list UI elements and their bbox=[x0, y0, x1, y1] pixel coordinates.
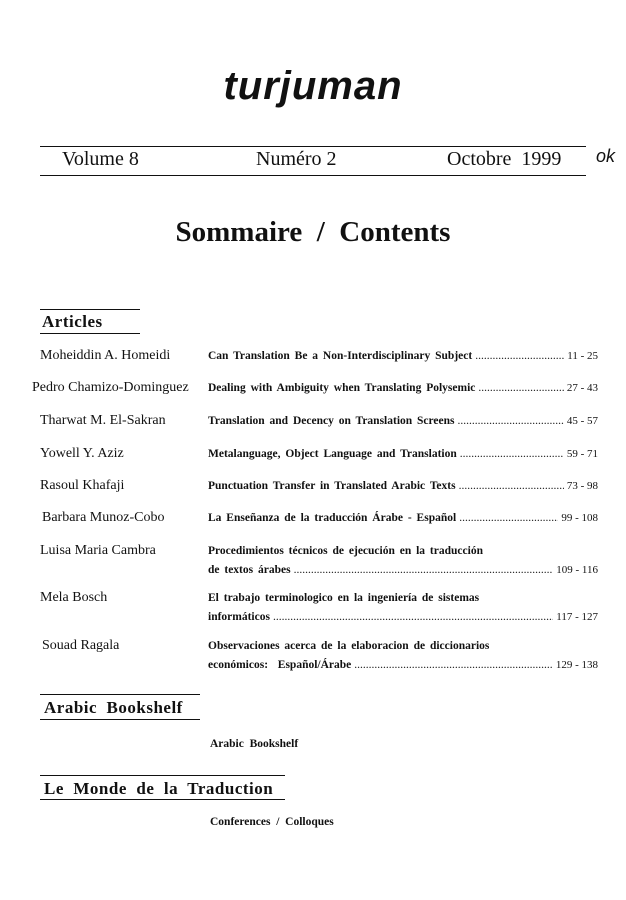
leader-dots bbox=[273, 608, 553, 627]
article-pages: 129 - 138 bbox=[555, 659, 598, 671]
article-pages: 27 - 43 bbox=[566, 382, 598, 394]
article-pages: 109 - 116 bbox=[556, 564, 598, 576]
article-title-line: El trabajo terminologico en la ingeniería de sistemas bbox=[208, 592, 480, 604]
article-title-line: La Enseñanza de la traducción Árabe - Español bbox=[208, 512, 457, 524]
article-entry bbox=[208, 477, 598, 496]
article-title-line: de textos árabes bbox=[208, 564, 291, 576]
article-author: Souad Ragala bbox=[42, 638, 120, 653]
articles-rule-bottom bbox=[40, 333, 140, 334]
article-pages: 99 - 108 bbox=[561, 512, 598, 524]
article-author: Rasoul Khafaji bbox=[40, 478, 125, 493]
article-pages: 59 - 71 bbox=[566, 448, 598, 460]
article-title-line: Translation and Decency on Translation Screens bbox=[208, 415, 455, 427]
volume-label: Volume 8 bbox=[62, 148, 139, 170]
article-author: Yowell Y. Aziz bbox=[40, 446, 124, 461]
article-author: Mela Bosch bbox=[40, 590, 108, 605]
monde-entry: Conferences / Colloques bbox=[210, 816, 334, 828]
article-author: Tharwat M. El-Sakran bbox=[40, 413, 166, 428]
leader-dots bbox=[475, 347, 564, 366]
articles-heading: Articles bbox=[42, 312, 103, 331]
bookshelf-rule-top bbox=[40, 694, 200, 695]
contents-title: Sommaire / Contents bbox=[175, 216, 451, 248]
article-title-line: Punctuation Transfer in Translated Arabic Texts bbox=[208, 480, 456, 492]
issue-number: Numéro 2 bbox=[256, 148, 337, 170]
issue-date: Octobre 1999 bbox=[447, 148, 562, 170]
article-entry bbox=[208, 589, 598, 627]
article-entry bbox=[208, 542, 598, 580]
article-pages: 73 - 98 bbox=[566, 480, 598, 492]
journal-title: turjuman bbox=[223, 64, 403, 108]
header-bottom-rule bbox=[40, 175, 586, 176]
article-entry bbox=[208, 637, 598, 675]
article-title-line: económicos: Español/Árabe bbox=[208, 659, 352, 671]
article-author: Barbara Munoz-Cobo bbox=[42, 510, 165, 525]
leader-dots bbox=[458, 412, 564, 431]
article-title-line: Observaciones acerca de la elaboracion de diccionarios bbox=[208, 640, 490, 652]
leader-dots bbox=[459, 477, 564, 496]
bookshelf-rule-bottom bbox=[40, 719, 200, 720]
article-pages: 117 - 127 bbox=[556, 611, 598, 623]
leader-dots bbox=[478, 379, 563, 398]
article-author: Moheiddin A. Homeidi bbox=[40, 348, 171, 363]
article-title-line: Procedimientos técnicos de ejecución en la traducción bbox=[208, 545, 483, 557]
article-title-line: Dealing with Ambiguity when Translating Polysemic bbox=[208, 382, 476, 394]
header-top-rule bbox=[40, 146, 586, 147]
article-entry bbox=[208, 412, 598, 431]
bookshelf-entry: Arabic Bookshelf bbox=[210, 738, 299, 750]
articles-rule-top bbox=[40, 309, 140, 310]
article-author: Pedro Chamizo-Dominguez bbox=[32, 380, 189, 395]
monde-rule-top bbox=[40, 775, 285, 776]
article-title-line: Metalanguage, Object Language and Translation bbox=[208, 448, 457, 460]
leader-dots bbox=[460, 445, 564, 464]
article-entry bbox=[208, 347, 598, 366]
handwritten-note: ok bbox=[596, 146, 616, 166]
monde-rule-bottom bbox=[40, 799, 285, 800]
leader-dots bbox=[459, 509, 558, 528]
article-entry bbox=[208, 445, 598, 464]
leader-dots bbox=[294, 561, 554, 580]
article-entry bbox=[208, 509, 598, 528]
article-title-line: informáticos bbox=[208, 611, 270, 623]
article-author: Luisa Maria Cambra bbox=[40, 543, 156, 558]
leader-dots bbox=[354, 656, 553, 675]
article-pages: 45 - 57 bbox=[566, 415, 598, 427]
bookshelf-heading: Arabic Bookshelf bbox=[44, 698, 183, 717]
article-title-line: Can Translation Be a Non-Interdisciplinary Subject bbox=[208, 350, 473, 362]
article-pages: 11 - 25 bbox=[567, 350, 598, 362]
monde-heading: Le Monde de la Traduction bbox=[44, 779, 274, 798]
article-entry bbox=[208, 379, 598, 398]
